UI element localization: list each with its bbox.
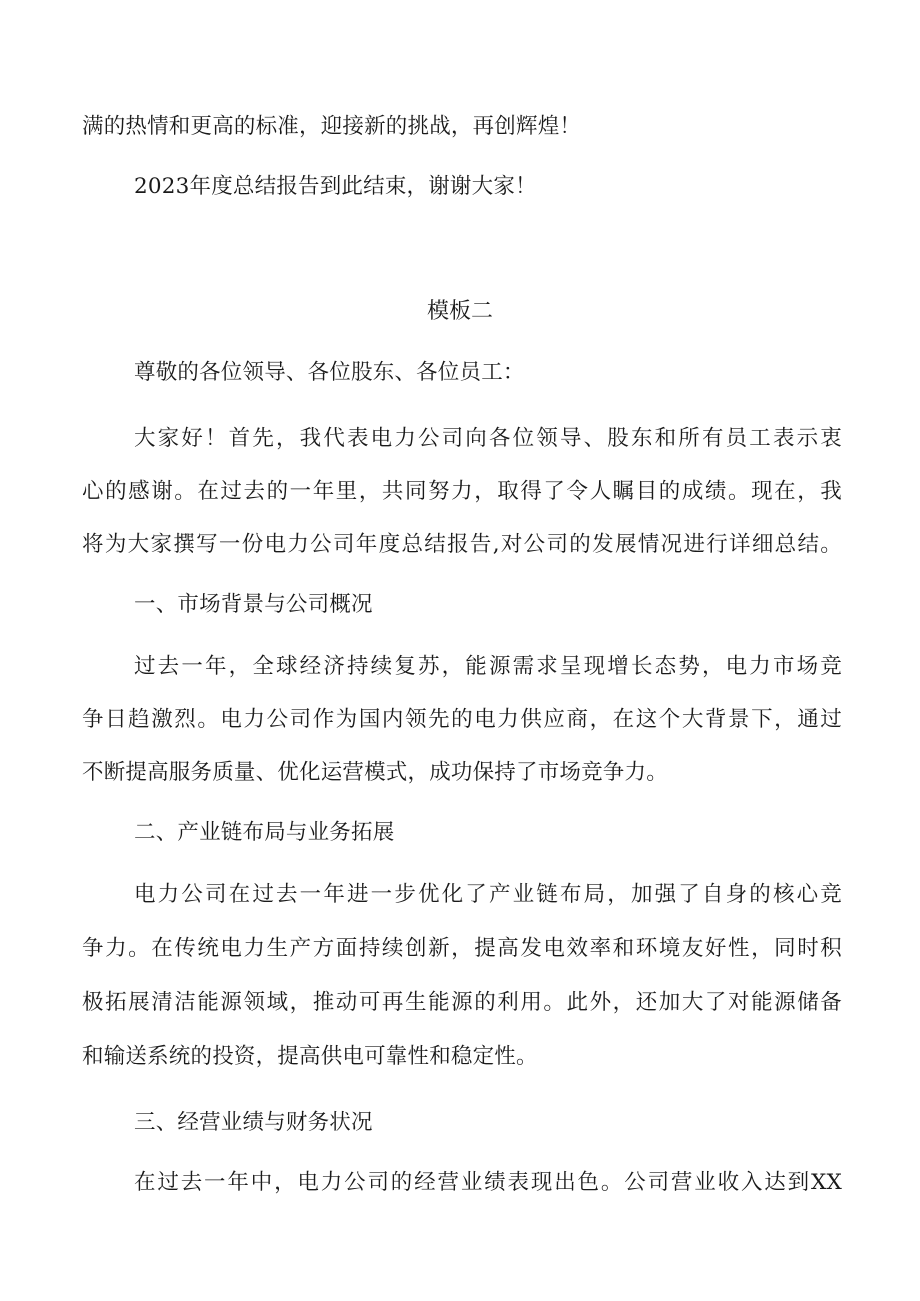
subheading: 二、产业链布局与业务拓展 — [134, 820, 395, 845]
text-line: 不断提高服务质量、优化运营模式，成功保持了市场竞争力。 — [82, 760, 668, 785]
subheading: 三、经营业绩与财务状况 — [134, 1110, 373, 1135]
text-line: 争日趋激烈。电力公司作为国内领先的电力供应商，在这个大背景下，通过 — [82, 707, 842, 732]
subheading: 一、市场背景与公司概况 — [134, 592, 373, 617]
closing-line: 2023年度总结报告到此结束，谢谢大家！ — [134, 174, 537, 199]
text-line: 争力。在传统电力生产方面持续创新，提高发电效率和环境友好性，同时积 — [82, 936, 842, 961]
salutation: 尊敬的各位领导、各位股东、各位员工： — [134, 360, 525, 385]
text-line: 在过去一年中，电力公司的经营业绩表现出色。公司营业收入达到XX — [134, 1170, 842, 1195]
text-line: 和输送系统的投资，提高供电可靠性和稳定性。 — [82, 1044, 538, 1069]
section-heading: 模板二 — [426, 299, 493, 324]
text-line: 极拓展清洁能源领域，推动可再生能源的利用。此外，还加大了对能源储备 — [82, 990, 842, 1015]
text-line: 心的感谢。在过去的一年里，共同努力，取得了令人瞩目的成绩。现在，我 — [82, 479, 842, 504]
text-line: 大家好！首先，我代表电力公司向各位领导、股东和所有员工表示衷 — [134, 426, 842, 451]
text-line: 电力公司在过去一年进一步优化了产业链布局，加强了自身的核心竞 — [134, 882, 842, 907]
text-line: 过去一年，全球经济持续复苏，能源需求呈现增长态势，电力市场竞 — [134, 654, 842, 679]
text-line: 将为大家撰写一份电力公司年度总结报告,对公司的发展情况进行详细总结。 — [82, 532, 842, 557]
text-line: 满的热情和更高的标准，迎接新的挑战，再创辉煌！ — [82, 114, 582, 139]
